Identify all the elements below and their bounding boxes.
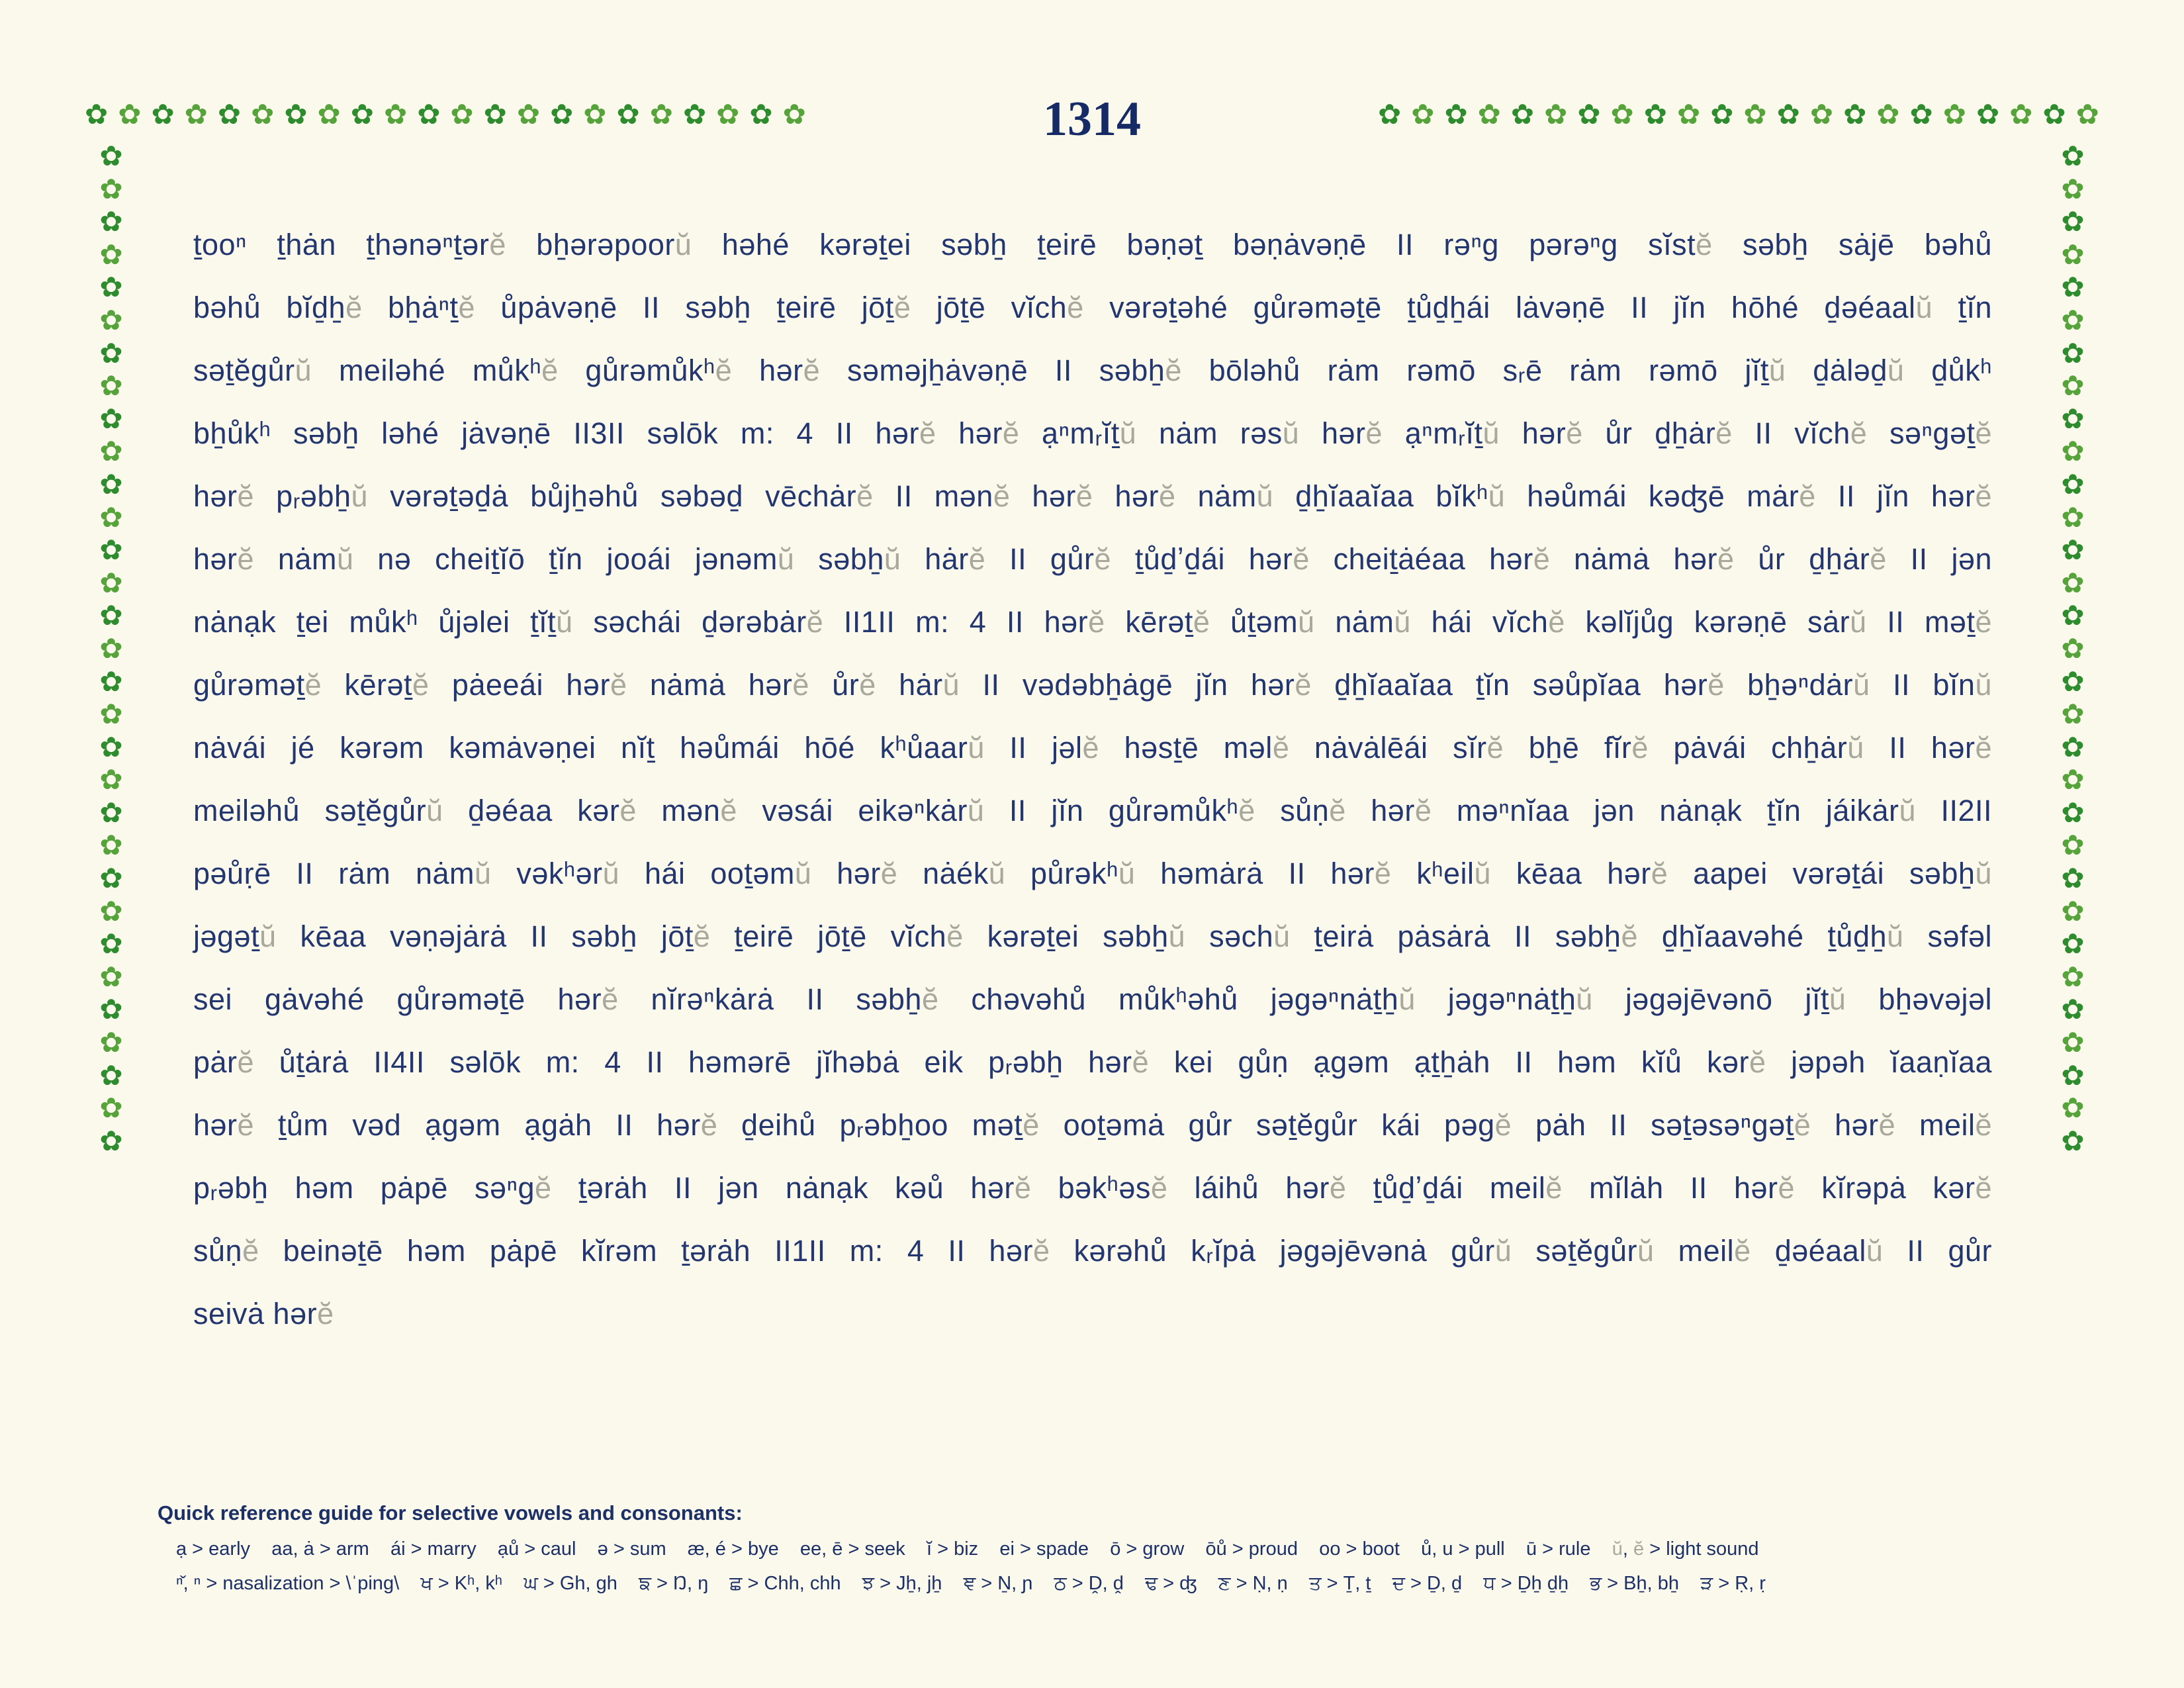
pronunciation-guide xyxy=(158,1501,2030,1601)
floral-ornament-icon: ✿ xyxy=(2061,238,2085,270)
floral-ornament-icon: ✿ xyxy=(583,99,607,130)
floral-ornament-icon: ✿ xyxy=(350,99,374,130)
floral-ornament-icon: ✿ xyxy=(99,961,123,992)
floral-ornament-icon: ✿ xyxy=(1643,99,1667,130)
floral-ornament-icon: ✿ xyxy=(450,99,474,130)
floral-ornament-icon: ✿ xyxy=(99,173,123,205)
text-line: meiləhů səṯĕgůrŭ ḏəéaa kərĕ mənĕ vəsái eikəⁿkȧrŭ II jĭn gůrəmůkʰĕ sůṇĕ hərĕ məⁿnĭaa jən nȧnạk ṯĭn jáikȧrŭ II2II xyxy=(193,794,1992,827)
floral-ornament-icon: ✿ xyxy=(2061,632,2085,664)
floral-ornament-icon: ✿ xyxy=(2061,337,2085,369)
floral-ornament-icon: ✿ xyxy=(99,370,123,402)
floral-ornament-icon: ✿ xyxy=(217,99,242,130)
floral-ornament-icon: ✿ xyxy=(99,1125,123,1156)
floral-ornament-icon: ✿ xyxy=(2061,1092,2085,1124)
floral-ornament-icon: ✿ xyxy=(99,863,123,894)
floral-ornament-icon: ✿ xyxy=(483,99,507,130)
floral-ornament-icon: ✿ xyxy=(1676,99,1701,130)
floral-ornament-icon: ✿ xyxy=(99,501,123,533)
text-line: nȧnạk ṯei můkʰ ůjəlei ṯĭṯŭ səchái ḏərəbȧrĕ II1II m: 4 II hərĕ kērəṯĕ ůṯəmŭ nȧmŭ hái vĭchĕ kəlĭjůg kərəṇē sȧrŭ II məṯĕ xyxy=(193,605,1992,639)
floral-ornament-icon: ✿ xyxy=(2061,665,2085,697)
guide-title: Quick reference guide for selective vowels and consonants: xyxy=(158,1501,743,1524)
scripture-text xyxy=(193,213,1992,1345)
text-line: bəhů bĭḏẖĕ bẖȧⁿṯĕ ůpȧvəṇē II səbẖ ṯeirē jōṯĕ jōṯē vĭchĕ vərəṯəhé gůrəməṯē ṯůḏẖái lȧvəṇē II jĭn hōhé ḏəéaalŭ ṯĭn xyxy=(193,291,1993,324)
text-line: jəgəṯŭ kēaa vəṇəjȧrȧ II səbẖ jōṯĕ ṯeirē jōṯē vĭchĕ kərəṯei səbẖŭ səchŭ ṯeirȧ pȧsȧrȧ II səbẖĕ ḏẖĭaavəhé ṯůḏẖŭ səfəl xyxy=(193,919,1993,953)
floral-ornament-icon: ✿ xyxy=(2061,173,2085,205)
floral-ornament-icon: ✿ xyxy=(1510,99,1535,130)
floral-ornament-icon: ✿ xyxy=(99,206,123,238)
floral-ornament-icon: ✿ xyxy=(99,600,123,632)
floral-ornament-icon: ✿ xyxy=(2061,271,2085,303)
floral-ornament-icon: ✿ xyxy=(1610,99,1634,130)
floral-ornament-icon: ✿ xyxy=(2061,468,2085,500)
floral-ornament-icon: ✿ xyxy=(85,99,109,130)
floral-ornament-icon: ✿ xyxy=(1710,99,1734,130)
floral-ornament-icon: ✿ xyxy=(99,271,123,303)
floral-ornament-icon: ✿ xyxy=(2061,796,2085,828)
floral-ornament-icon: ✿ xyxy=(2061,370,2085,402)
floral-ornament-icon: ✿ xyxy=(99,567,123,598)
floral-ornament-icon: ✿ xyxy=(2061,1027,2085,1058)
floral-ornament-icon: ✿ xyxy=(2061,600,2085,632)
floral-ornament-icon: ✿ xyxy=(2061,206,2085,238)
floral-border-top-right xyxy=(1378,101,2099,128)
floral-ornament-icon: ✿ xyxy=(2061,567,2085,598)
floral-ornament-icon: ✿ xyxy=(383,99,408,130)
floral-ornament-icon: ✿ xyxy=(2061,698,2085,730)
floral-ornament-icon: ✿ xyxy=(417,99,441,130)
text-line: pəůṛē II rȧm nȧmŭ vəkʰərŭ hái ooṯəmŭ hərĕ nȧékŭ půrəkʰŭ həmȧrȧ II hərĕ kʰeilŭ kēaa hərĕ aapei vərəṯái səbẖŭ xyxy=(193,857,1992,890)
floral-ornament-icon: ✿ xyxy=(2061,402,2085,434)
floral-ornament-icon: ✿ xyxy=(1776,99,1800,130)
floral-ornament-icon: ✿ xyxy=(2061,994,2085,1025)
floral-ornament-icon: ✿ xyxy=(2061,895,2085,927)
floral-border-left xyxy=(91,142,131,1155)
floral-ornament-icon: ✿ xyxy=(1743,99,1767,130)
floral-ornament-icon: ✿ xyxy=(99,928,123,960)
text-line: sůṇĕ beinəṯē həm pȧpē kĭrəm ṯərȧh II1II m: 4 II hərĕ kərəhů kᵣĭpȧ jəgəjēvənȧ gůrŭ səṯĕgůrŭ meilĕ ḏəéaalŭ II gůr xyxy=(193,1234,1993,1268)
guide-consonant-row: ⁿ̌, ⁿ > nasalization > \ˈping\ ਖ > Kʰ, kʰ ਘ > Gh, gh ਙ > Ŋ, ŋ ਛ > Chh, chh ਝ > Jẖ, jẖ ਞ > Ṉ, ɲ ਠ > Ḓ, ḓ ਢ > ʤ ਣ > Ṇ, ṇ ਤ > Ṯ, ṯ ਦ > Ḏ, ḏ ਧ > Ḏẖ ḏẖ ਭ > Bẖ, bẖ ੜ > Ṛ, ṛ xyxy=(176,1573,1766,1594)
floral-ornament-icon: ✿ xyxy=(1843,99,1867,130)
floral-ornament-icon: ✿ xyxy=(118,99,142,130)
floral-ornament-icon: ✿ xyxy=(99,337,123,369)
floral-ornament-icon: ✿ xyxy=(2061,1059,2085,1091)
floral-ornament-icon: ✿ xyxy=(616,99,640,130)
floral-ornament-icon: ✿ xyxy=(99,665,123,697)
text-line: pȧrĕ ůṯȧrȧ II4II səlōk m: 4 II həmərē jĭhəbȧ eik pᵣəbẖ hərĕ kei gůṇ ạgəm ạṯẖȧh II həm kĭů kərĕ jəpəh ĭaaṇĭaa xyxy=(193,1045,1993,1079)
floral-ornament-icon: ✿ xyxy=(99,1059,123,1091)
floral-ornament-icon: ✿ xyxy=(649,99,673,130)
floral-ornament-icon: ✿ xyxy=(99,468,123,500)
text-line: ṯooⁿ ṯhȧn ṯhənəⁿṯərĕ bẖərəpoorŭ həhé kərəṯei səbẖ ṯeirē bəṇəṯ bəṇȧvəṇē II rəⁿg pərəⁿg sĭstĕ səbẖ sȧjē bəhů xyxy=(193,228,1992,261)
floral-border-right xyxy=(2053,142,2093,1155)
text-line: bẖůkʰ səbẖ ləhé jȧvəṇē II3II səlōk m: 4 II hərĕ hərĕ ạⁿmᵣĭṯŭ nȧm rəsŭ hərĕ ạⁿmᵣĭṯŭ hərĕ ůr ḏẖȧrĕ II vĭchĕ səⁿgəṯĕ xyxy=(193,416,1993,450)
floral-ornament-icon: ✿ xyxy=(99,402,123,434)
floral-ornament-icon: ✿ xyxy=(317,99,341,130)
floral-ornament-icon: ✿ xyxy=(151,99,175,130)
floral-ornament-icon: ✿ xyxy=(782,99,806,130)
floral-ornament-icon: ✿ xyxy=(99,1092,123,1124)
floral-ornament-icon: ✿ xyxy=(2042,99,2066,130)
floral-ornament-icon: ✿ xyxy=(2061,928,2085,960)
page-number: 1314 xyxy=(1043,92,1141,146)
floral-ornament-icon: ✿ xyxy=(99,436,123,467)
floral-ornament-icon: ✿ xyxy=(2061,731,2085,763)
text-line: pᵣəbẖ həm pȧpē səⁿgĕ ṯərȧh II jən nȧnạk kəů hərĕ bəkʰəsĕ láihů hərĕ ṯůḏʼḏái meilĕ mĭlȧh II hərĕ kĭrəpȧ kərĕ xyxy=(193,1171,1992,1205)
floral-ornament-icon: ✿ xyxy=(749,99,773,130)
floral-ornament-icon: ✿ xyxy=(682,99,707,130)
text-line: gůrəməṯĕ kērəṯĕ pȧeeái hərĕ nȧmȧ hərĕ ůrĕ hȧrŭ II vədəbẖȧgē jĭn hərĕ ḏẖĭaaĭaa ṯĭn səůpĭaa hərĕ bẖəⁿdȧrŭ II bĭnŭ xyxy=(193,668,1992,702)
floral-ornament-icon: ✿ xyxy=(716,99,740,130)
floral-ornament-icon: ✿ xyxy=(2061,1125,2085,1156)
floral-ornament-icon: ✿ xyxy=(2061,863,2085,894)
floral-ornament-icon: ✿ xyxy=(2061,501,2085,533)
floral-ornament-icon: ✿ xyxy=(99,764,123,796)
floral-ornament-icon: ✿ xyxy=(99,895,123,927)
guide-vowel-row: ạ > early aa, ȧ > arm ái > marry ạů > caul ə > sum æ, é > bye ee, ē > seek ĭ > biz ei > spade ō > grow ōů > proud oo > boot ů, u > pull ū > rule ŭ, ĕ > light sound xyxy=(176,1538,1759,1560)
floral-ornament-icon: ✿ xyxy=(184,99,208,130)
floral-ornament-icon: ✿ xyxy=(1976,99,2000,130)
floral-ornament-icon: ✿ xyxy=(99,698,123,730)
floral-ornament-icon: ✿ xyxy=(1809,99,1834,130)
text-line: hərĕ pᵣəbẖŭ vərəṯəḏȧ bůjẖəhů səbəḏ vēchȧrĕ II mənĕ hərĕ hərĕ nȧmŭ ḏẖĭaaĭaa bĭkʰŭ həůmái kəʤē mȧrĕ II jĭn hərĕ xyxy=(193,479,1992,513)
floral-ornament-icon: ✿ xyxy=(99,994,123,1025)
floral-ornament-icon: ✿ xyxy=(1378,99,1402,130)
floral-ornament-icon: ✿ xyxy=(2009,99,2033,130)
floral-ornament-icon: ✿ xyxy=(2061,764,2085,796)
floral-ornament-icon: ✿ xyxy=(2061,140,2085,171)
floral-ornament-icon: ✿ xyxy=(2061,534,2085,566)
floral-ornament-icon: ✿ xyxy=(1942,99,1966,130)
text-line: nȧvái jé kərəm kəmȧvəṇei nĭṯ həůmái hōé kʰůaarŭ II jəlĕ həsṯē məlĕ nȧvȧlēái sĭrĕ bẖē fĭrĕ pȧvái chẖȧrŭ II hərĕ xyxy=(193,731,1992,765)
text-line: seivȧ hərĕ xyxy=(193,1297,334,1331)
floral-ornament-icon: ✿ xyxy=(2061,829,2085,861)
text-line: hərĕ ṯům vəd ạgəm ạgȧh II hərĕ ḏeihů pᵣəbẖoo məṯĕ ooṯəmȧ gůr səṯĕgůr kái pəgĕ pȧh II səṯəsəⁿgəṯĕ hərĕ meilĕ xyxy=(193,1108,1993,1142)
floral-ornament-icon: ✿ xyxy=(99,238,123,270)
floral-ornament-icon: ✿ xyxy=(99,140,123,171)
floral-ornament-icon: ✿ xyxy=(99,829,123,861)
floral-ornament-icon: ✿ xyxy=(1444,99,1468,130)
floral-ornament-icon: ✿ xyxy=(1544,99,1568,130)
floral-ornament-icon: ✿ xyxy=(99,1027,123,1058)
floral-ornament-icon: ✿ xyxy=(516,99,541,130)
text-line: sei gȧvəhé gůrəməṯē hərĕ nĭrəⁿkȧrȧ II səbẖĕ chəvəhů můkʰəhů jəgəⁿnȧṯẖŭ jəgəⁿnȧṯẖŭ jəgəjēvənō jĭṯŭ bẖəvəjəl xyxy=(193,982,1993,1016)
floral-ornament-icon: ✿ xyxy=(251,99,275,130)
floral-ornament-icon: ✿ xyxy=(99,731,123,763)
floral-ornament-icon: ✿ xyxy=(550,99,574,130)
floral-ornament-icon: ✿ xyxy=(2061,436,2085,467)
floral-ornament-icon: ✿ xyxy=(2061,304,2085,336)
floral-ornament-icon: ✿ xyxy=(1477,99,1501,130)
text-line: səṯĕgůrŭ meiləhé můkʰĕ gůrəmůkʰĕ hərĕ səməjẖȧvəṇē II səbẖĕ bōləhů rȧm rəmō sᵣē rȧm rəmō jĭṯŭ ḏȧləḏŭ ḏůkʰ xyxy=(193,353,1992,387)
floral-ornament-icon: ✿ xyxy=(99,632,123,664)
floral-ornament-icon: ✿ xyxy=(1909,99,1933,130)
floral-ornament-icon: ✿ xyxy=(2075,99,2099,130)
floral-ornament-icon: ✿ xyxy=(2061,961,2085,992)
floral-ornament-icon: ✿ xyxy=(99,534,123,566)
floral-ornament-icon: ✿ xyxy=(1876,99,1900,130)
text-line: hərĕ nȧmŭ nə cheiṯĭō ṯĭn jooái jənəmŭ səbẖŭ hȧrĕ II gůrĕ ṯůḏʼḏái hərĕ cheiṯȧéaa hərĕ nȧmȧ hərĕ ůr ḏẖȧrĕ II jən xyxy=(193,542,1992,576)
floral-ornament-icon: ✿ xyxy=(1577,99,1601,130)
floral-ornament-icon: ✿ xyxy=(99,796,123,828)
floral-ornament-icon: ✿ xyxy=(99,304,123,336)
floral-ornament-icon: ✿ xyxy=(1411,99,1435,130)
floral-ornament-icon: ✿ xyxy=(284,99,308,130)
